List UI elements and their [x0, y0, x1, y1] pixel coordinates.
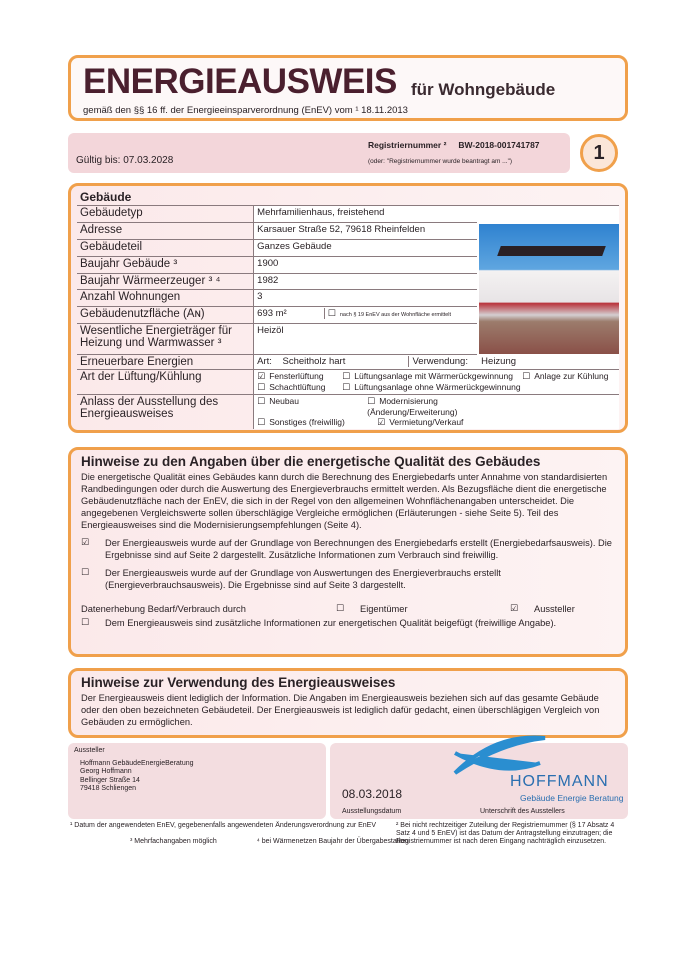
checkbox-checked[interactable]: ☑: [257, 371, 266, 382]
page-number: 1: [580, 134, 618, 172]
option-3: ☑ Vermietung/Verkauf: [377, 416, 464, 428]
option-0: ☑ Fensterlüftung: [257, 370, 324, 382]
building-section: [68, 183, 628, 433]
document-title: ENERGIEAUSWEIS: [83, 62, 397, 101]
option-1: ☐ Lüftungsanlage mit Wärmerückgewinnung: [342, 370, 513, 382]
checkbox[interactable]: ☐: [336, 604, 345, 614]
signature-label: Unterschrift des Ausstellers: [480, 808, 565, 815]
registration-band: [68, 133, 570, 173]
valid-until: Gültig bis: 07.03.2028: [76, 155, 174, 166]
table-row: Gebäudetyp Mehrfamilienhaus, freistehend: [77, 206, 619, 223]
section-title: Hinweise zu den Angaben über die energetische Qualität des Gebäudes: [81, 454, 541, 469]
consumption-option: ☐ Der Energieausweis wurde auf der Grundlage von Auswertungen des Energieverbrauchs erstellt (Energieverbrauchsausweis). Die Ergebnisse sind auf Seite 3 dargestellt.: [81, 568, 501, 590]
quality-intro: Die energetische Qualität eines Gebäudes kann durch die Berechnung des Energiebedarfs unter Annahme von standardisierten Randbedingungen oder durch die Auswertung des Energieverbrauchs ermittelt werden. Als Bezugsfläche dient die energetische Gebäudenutzfläche nach der EnEV, die sich in der Regel von den allgemeinen Wohnflächenangaben unterscheidet. Die angegebenen Vergleichswerte sollen überschlägige Vergleiche ermöglichen (Erläuterungen - siehe Seite 5). Teil des Energieausweises sind die Modernisierungsempfehlungen (Seite 4).: [81, 472, 608, 530]
checkbox[interactable]: ☐: [342, 382, 351, 393]
table-row: Gebäudenutzfläche (Aɴ) 693 m² ☐ nach § 19 EnEV aus der Wohnfläche ermittelt: [77, 307, 619, 324]
table-row: Baujahr Gebäude ³ 1900: [77, 256, 619, 273]
document-subtitle: für Wohngebäude: [411, 80, 556, 99]
occasion-row: Anlass der Ausstellung des Energieausweises ☐ Neubau ☐ Modernisierung (Änderung/Erweiterung) ☐ Sonstiges (freiwillig) ☑ Vermietung/Verkauf: [77, 394, 619, 429]
option-2: ☐ Sonstiges (freiwillig): [257, 416, 345, 428]
quality-section: [68, 447, 628, 657]
table-row: Baujahr Wärmeerzeuger ³ ⁴ 1982: [77, 273, 619, 290]
registration-number: Registriernummer ² BW-2018-001741787: [368, 140, 540, 150]
section-title: Hinweise zur Verwendung des Energieausweises: [81, 675, 396, 690]
option-3: ☐ Schachtlüftung: [257, 381, 326, 393]
option-1: ☐ Modernisierung (Änderung/Erweiterung): [367, 395, 458, 417]
checkbox[interactable]: ☐: [342, 371, 351, 382]
checkbox-checked[interactable]: ☑: [81, 538, 90, 548]
law-reference: gemäß den §§ 16 ff. der Energieeinsparverordnung (EnEV) vom ¹ 18.11.2013: [83, 105, 408, 116]
checkbox[interactable]: ☐: [257, 417, 266, 428]
header-box: [68, 55, 628, 121]
signature-box: [330, 743, 628, 819]
usage-text: Der Energieausweis dient lediglich der Information. Die Angaben im Energieausweis beziehen sich auf das gesamte Gebäude oder den oben bezeichneten Gebäudeteil. Der Energieausweis ist lediglich dafür gedacht, einen überschlägigen Vergleich von Gebäuden zu ermöglichen.: [81, 693, 600, 727]
checkbox[interactable]: ☐: [367, 396, 376, 407]
checkbox[interactable]: ☐: [81, 568, 90, 578]
ventilation-row: Art der Lüftung/Kühlung ☑ Fensterlüftung ☐ Lüftungsanlage mit Wärmerückgewinnung ☐ Anlage zur Kühlung ☐ Schachtlüftung ☐ Lüftungsanlage ohne Wärmerückgewinnung: [77, 369, 619, 394]
option-0: ☐ Neubau: [257, 395, 300, 407]
issue-date-label: Ausstellungsdatum: [342, 808, 402, 815]
issue-date: 08.03.2018: [342, 787, 403, 801]
table-row: Anzahl Wohnungen 3: [77, 290, 619, 307]
checkbox-checked[interactable]: ☑: [377, 417, 386, 428]
company-logo: HOFFMANN: [510, 773, 609, 790]
checkbox[interactable]: ☐: [81, 618, 90, 628]
company-logo-sub: Gebäude Energie Beratung: [520, 793, 624, 803]
checkbox[interactable]: ☐: [327, 309, 336, 320]
demand-option: ☑ Der Energieausweis wurde auf der Grundlage von Berechnungen des Energiebedarfs erstellt (Energiebedarfsausweis). Die Ergebnisse sind auf Seite 2 dargestellt. Zusätzliche Informationen zum Verbrauch sind freiwillig.: [81, 538, 612, 560]
table-row: Wesentliche Energieträger für Heizung und Warmwasser ³ Heizöl: [77, 324, 619, 354]
checkbox[interactable]: ☐: [257, 382, 266, 393]
option-4: ☐ Lüftungsanlage ohne Wärmerückgewinnung: [342, 381, 521, 393]
checkbox[interactable]: ☐: [522, 371, 531, 382]
additional-info-option: ☐ Dem Energieausweis sind zusätzliche Informationen zur energetischen Qualität beigefügt (freiwillige Angabe).: [81, 618, 557, 628]
table-row: Gebäudeteil Ganzes Gebäude: [77, 239, 619, 256]
data-collection: Datenerhebung Bedarf/Verbrauch durch ☐ Eigentümer ☑ Aussteller: [81, 604, 575, 614]
issuer-box: Aussteller Hoffmann GebäudeEnergieBeratung Georg Hoffmann Bellinger Straße 14 79418 Schliengen: [68, 743, 326, 819]
renewable-row: Erneuerbare Energien Art: Scheitholz hart Verwendung: Heizung: [77, 354, 619, 369]
usage-section: [68, 668, 628, 738]
building-photo: [479, 224, 619, 354]
checkbox-checked[interactable]: ☑: [510, 604, 519, 614]
registration-note: (oder: "Registriernummer wurde beantragt am ..."): [368, 158, 513, 165]
table-row: Adresse Karsauer Straße 52, 79618 Rheinfelden: [77, 222, 619, 239]
checkbox[interactable]: ☐: [257, 396, 266, 407]
option-2: ☐ Anlage zur Kühlung: [522, 370, 609, 382]
footnotes: ¹ Datum der angewendeten EnEV, gegebenenfalls angewendeten Änderungsverordnung zur EnEV ² Bei nicht rechtzeitiger Zuteilung der Registriernummer (§ 17 Absatz 4 Satz 4 und 5 EnEV) ist das Datum der Antragstellung einzutragen; die Registriernummer ist nach deren Eingang nachträglich einzusetzen. ³ Mehrfachangaben möglich ⁴ bei Wärmenetzen Baujahr der Übergabestation: [70, 822, 615, 845]
section-title: Gebäude: [77, 189, 619, 206]
